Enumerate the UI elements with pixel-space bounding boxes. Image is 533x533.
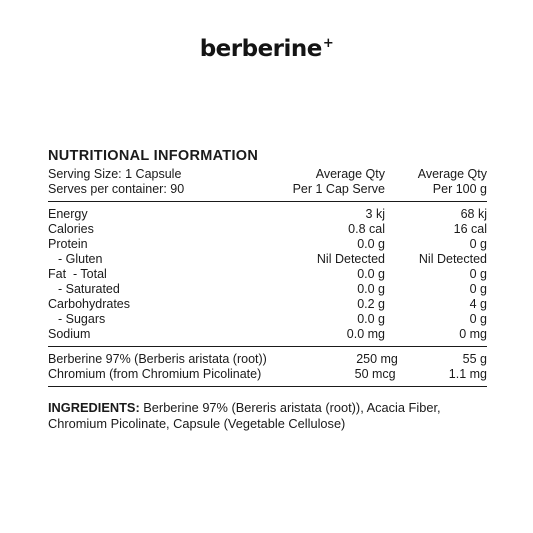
brand-logo bbox=[0, 36, 533, 62]
nutrient-name: Energy bbox=[48, 207, 88, 221]
nutrient-per-100: 0 g bbox=[469, 282, 487, 296]
panel-header bbox=[48, 167, 487, 197]
serving-size-label: Serving Size: 1 Capsule bbox=[48, 167, 182, 181]
per-100-header-line2: Per 100 g bbox=[432, 182, 487, 196]
divider bbox=[48, 201, 487, 202]
nutrient-per-serve: 0.0 g bbox=[357, 267, 385, 281]
nutrient-per-100: 68 kj bbox=[460, 207, 487, 221]
nutrient-name: Carbohydrates bbox=[48, 297, 130, 311]
table-row bbox=[48, 167, 487, 182]
nutrient-per-100: 16 cal bbox=[453, 222, 487, 236]
actives-section bbox=[48, 352, 487, 382]
active-name: Chromium (from Chromium Picolinate) bbox=[48, 367, 262, 381]
nutrient-per-serve: Nil Detected bbox=[316, 252, 385, 266]
ingredients-text: Berberine 97% (Bereris aristata (root)), Acacia Fiber, Chromium Picolinate, Capsule (Vegetable Cellulose) bbox=[48, 400, 441, 431]
active-per-100: 1.1 mg bbox=[448, 367, 487, 381]
nutrient-per-100: 0 mg bbox=[459, 327, 487, 341]
nutrient-name: - Sugars bbox=[58, 312, 106, 326]
nutrient-per-100: Nil Detected bbox=[418, 252, 487, 266]
per-serve-header-line2: Per 1 Cap Serve bbox=[292, 182, 385, 196]
serves-per-container-label: Serves per container: 90 bbox=[48, 182, 185, 196]
table-row bbox=[48, 267, 487, 282]
table-row bbox=[48, 282, 487, 297]
nutrient-name: Sodium bbox=[48, 327, 91, 341]
brand-plus-mark: + bbox=[322, 36, 334, 52]
nutrient-per-100: 0 g bbox=[469, 237, 487, 251]
active-per-100: 55 g bbox=[462, 352, 487, 366]
divider bbox=[48, 386, 487, 387]
table-row bbox=[48, 312, 487, 327]
per-serve-header-line1: Average Qty bbox=[315, 167, 385, 181]
nutrient-name: - Gluten bbox=[58, 252, 103, 266]
nutrient-per-serve: 0.0 g bbox=[357, 282, 385, 296]
nutrient-name: Fat - Total bbox=[48, 267, 107, 281]
table-row bbox=[48, 352, 487, 367]
nutrition-panel bbox=[48, 148, 487, 392]
nutrient-per-100: 0 g bbox=[469, 267, 487, 281]
nutrients-section bbox=[48, 207, 487, 342]
per-100-header-line1: Average Qty bbox=[417, 167, 487, 181]
nutrient-per-100: 0 g bbox=[469, 312, 487, 326]
nutrient-name: Protein bbox=[48, 237, 88, 251]
table-row bbox=[48, 297, 487, 312]
nutrient-per-100: 4 g bbox=[469, 297, 487, 311]
nutrient-per-serve: 0.0 g bbox=[357, 237, 385, 251]
ingredients-label: INGREDIENTS: bbox=[48, 400, 140, 415]
table-row bbox=[48, 327, 487, 342]
nutrient-per-serve: 3 kj bbox=[365, 207, 385, 221]
nutrient-per-serve: 0.0 g bbox=[357, 312, 385, 326]
nutrient-per-serve: 0.8 cal bbox=[348, 222, 385, 236]
nutrient-name: - Saturated bbox=[58, 282, 120, 296]
table-row bbox=[48, 222, 487, 237]
active-per-serve: 50 mcg bbox=[354, 367, 396, 381]
active-name: Berberine 97% (Berberis aristata (root)) bbox=[48, 352, 267, 366]
nutrient-per-serve: 0.0 mg bbox=[346, 327, 385, 341]
table-row bbox=[48, 207, 487, 222]
panel-title: NUTRITIONAL INFORMATION bbox=[48, 148, 259, 164]
nutrient-per-serve: 0.2 g bbox=[357, 297, 385, 311]
table-row bbox=[48, 182, 487, 197]
table-row bbox=[48, 252, 487, 267]
nutrient-name: Calories bbox=[48, 222, 94, 236]
ingredients-statement bbox=[48, 400, 493, 432]
brand-name: berberine bbox=[199, 36, 322, 62]
divider bbox=[48, 346, 487, 347]
table-row bbox=[48, 237, 487, 252]
active-per-serve: 250 mg bbox=[356, 352, 398, 366]
table-row bbox=[48, 367, 487, 382]
